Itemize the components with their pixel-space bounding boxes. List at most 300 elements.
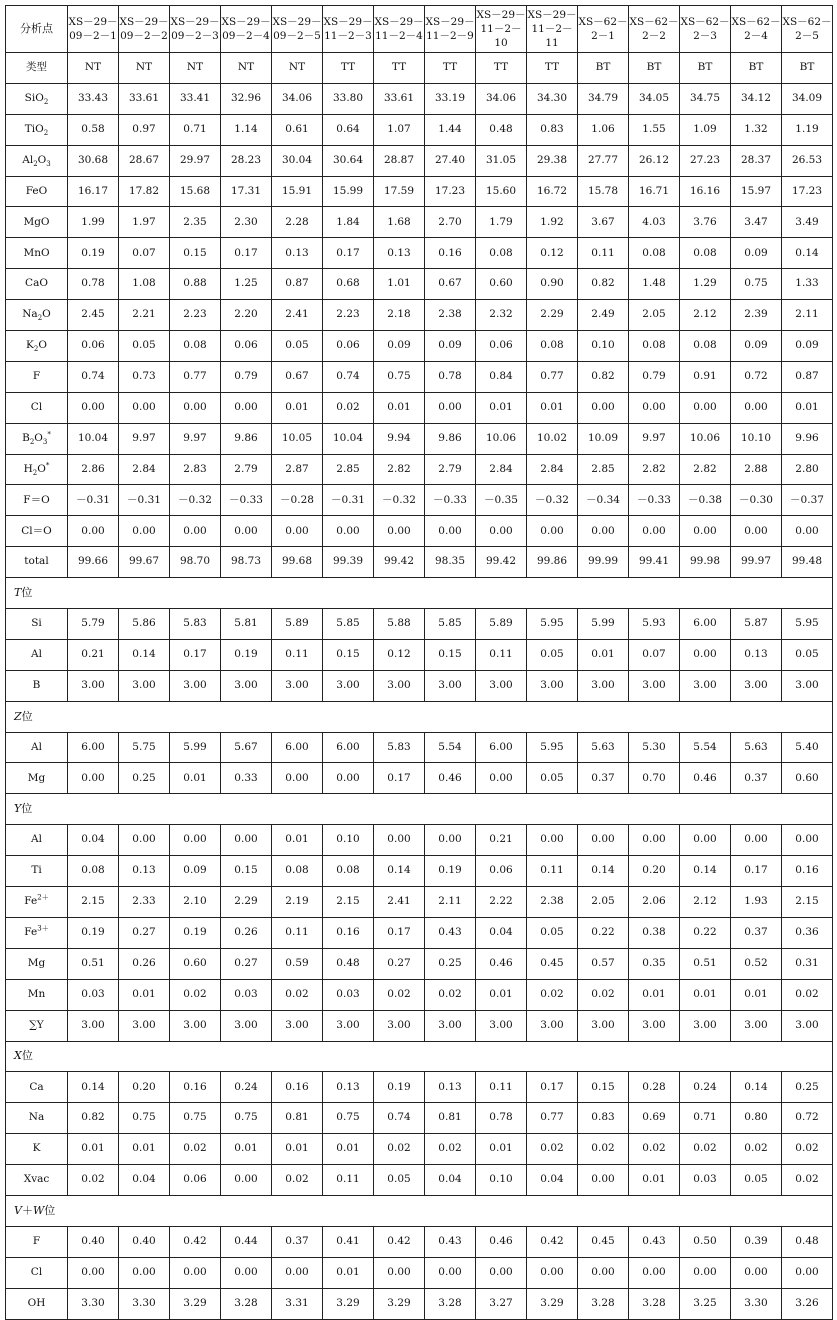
cell-value: 0.06 — [476, 856, 527, 887]
cell-value: 0.02 — [68, 1165, 119, 1196]
cell-value: 3.28 — [578, 1288, 629, 1319]
cell-value: 0.14 — [731, 1072, 782, 1103]
cell-value: 0.11 — [272, 917, 323, 948]
site-row — [6, 856, 833, 887]
section-site-symbol: T — [14, 586, 22, 600]
cell-value: 3.29 — [374, 1288, 425, 1319]
cell-value: 0.02 — [374, 1134, 425, 1165]
cell-value: 0.04 — [527, 1165, 578, 1196]
cell-value: 6.00 — [680, 609, 731, 640]
cell-value: 2.15 — [782, 887, 833, 918]
cell-value: 0.46 — [476, 948, 527, 979]
cell-value: 0.11 — [476, 1072, 527, 1103]
cell-value: 0.16 — [170, 1072, 221, 1103]
label-superscript: * — [47, 430, 51, 439]
cell-value: 0.37 — [578, 763, 629, 794]
cell-value: 0.13 — [323, 1072, 374, 1103]
cell-value: 17.59 — [374, 176, 425, 207]
cell-value: 0.57 — [578, 948, 629, 979]
section-header-row — [6, 1041, 833, 1072]
oxide-row — [6, 331, 833, 362]
label-tail: O — [42, 308, 51, 321]
cell-value: 0.82 — [68, 1103, 119, 1134]
cell-value: 0.00 — [629, 516, 680, 547]
cell-value: －0.30 — [731, 485, 782, 516]
cell-value: 0.00 — [221, 825, 272, 856]
cell-value: 0.87 — [272, 269, 323, 300]
cell-value: 29.38 — [527, 145, 578, 176]
cell-value: 9.86 — [425, 423, 476, 454]
cell-value: 3.28 — [221, 1288, 272, 1319]
row-label: Mn — [6, 979, 68, 1010]
cell-value: 2.11 — [782, 300, 833, 331]
cell-value: 2.11 — [425, 887, 476, 918]
cell-value: 0.75 — [731, 269, 782, 300]
cell-value: 0.00 — [170, 825, 221, 856]
cell-value: 0.69 — [629, 1103, 680, 1134]
cell-value: 2.30 — [221, 207, 272, 238]
cell-value: 0.16 — [782, 856, 833, 887]
cell-value: 0.83 — [527, 114, 578, 145]
cell-value: 0.37 — [731, 763, 782, 794]
cell-value: 2.38 — [425, 300, 476, 331]
cell-value: 27.23 — [680, 145, 731, 176]
cell-value: －0.33 — [425, 485, 476, 516]
cell-value: 0.24 — [680, 1072, 731, 1103]
cell-value: 5.99 — [578, 609, 629, 640]
cell-value: 0.74 — [68, 361, 119, 392]
cell-value: 3.28 — [629, 1288, 680, 1319]
cell-value: 0.01 — [476, 392, 527, 423]
row-label — [6, 454, 68, 485]
cell-value: BT — [578, 53, 629, 84]
label-base: TiO — [24, 122, 44, 135]
oxide-row — [6, 145, 833, 176]
cell-value: 0.00 — [527, 825, 578, 856]
cell-value: 0.67 — [425, 269, 476, 300]
cell-value: 34.30 — [527, 83, 578, 114]
row-label: Mg — [6, 763, 68, 794]
cell-value: 3.29 — [170, 1288, 221, 1319]
cell-value: 0.02 — [680, 1134, 731, 1165]
cell-value: 3.00 — [629, 1010, 680, 1041]
cell-value: 33.41 — [170, 83, 221, 114]
cell-value: 0.14 — [119, 639, 170, 670]
cell-value: 5.85 — [425, 609, 476, 640]
site-row — [6, 670, 833, 701]
cell-value: 10.06 — [680, 423, 731, 454]
cell-value: 0.00 — [731, 825, 782, 856]
cell-value: 0.01 — [374, 392, 425, 423]
cell-value: 0.11 — [476, 639, 527, 670]
cell-value: 0.15 — [221, 856, 272, 887]
cell-value: 0.61 — [272, 114, 323, 145]
cell-value: 0.20 — [119, 1072, 170, 1103]
cell-value: NT — [221, 53, 272, 84]
row-label: Cl — [6, 392, 68, 423]
site-row — [6, 1165, 833, 1196]
cell-value: 0.00 — [680, 516, 731, 547]
cell-value: 0.00 — [170, 1257, 221, 1288]
cell-value: 17.23 — [425, 176, 476, 207]
cell-value: 0.42 — [374, 1226, 425, 1257]
section-header-row — [6, 1195, 833, 1226]
cell-value: 0.41 — [323, 1226, 374, 1257]
cell-value: 1.07 — [374, 114, 425, 145]
oxide-row — [6, 207, 833, 238]
cell-value: 3.27 — [476, 1288, 527, 1319]
column-header: XS－29－11－2－9 — [425, 6, 476, 53]
cell-value: 0.42 — [527, 1226, 578, 1257]
cell-value: 3.00 — [731, 670, 782, 701]
cell-value: 5.79 — [68, 609, 119, 640]
cell-value: 0.08 — [527, 331, 578, 362]
cell-value: 3.00 — [68, 1010, 119, 1041]
cell-value: 3.00 — [170, 670, 221, 701]
cell-value: 0.17 — [323, 238, 374, 269]
column-header: XS－29－09－2－2 — [119, 6, 170, 53]
cell-value: 15.97 — [731, 176, 782, 207]
cell-value: 0.01 — [170, 763, 221, 794]
section-title — [6, 794, 833, 825]
cell-value: 99.66 — [68, 547, 119, 578]
cell-value: TT — [323, 53, 374, 84]
cell-value: 99.48 — [782, 547, 833, 578]
cell-value: 10.10 — [731, 423, 782, 454]
cell-value: 2.29 — [527, 300, 578, 331]
cell-value: 0.04 — [425, 1165, 476, 1196]
cell-value: 0.00 — [578, 392, 629, 423]
cell-value: 0.02 — [782, 979, 833, 1010]
cell-value: 0.02 — [578, 1134, 629, 1165]
oxide-row — [6, 392, 833, 423]
cell-value: 3.30 — [119, 1288, 170, 1319]
cell-value: 2.05 — [629, 300, 680, 331]
column-header: XS－29－09－2－3 — [170, 6, 221, 53]
cell-value: 0.15 — [170, 238, 221, 269]
cell-value: 0.00 — [782, 1257, 833, 1288]
cell-value: 16.16 — [680, 176, 731, 207]
row-label — [6, 83, 68, 114]
cell-value: 0.48 — [476, 114, 527, 145]
cell-value: 0.26 — [119, 948, 170, 979]
cell-value: 0.01 — [578, 639, 629, 670]
cell-value: 0.74 — [374, 1103, 425, 1134]
cell-value: 0.04 — [68, 825, 119, 856]
cell-value: 15.68 — [170, 176, 221, 207]
column-header: XS－29－09－2－5 — [272, 6, 323, 53]
cell-value: 3.26 — [782, 1288, 833, 1319]
cell-value: 10.02 — [527, 423, 578, 454]
cell-value: 5.54 — [425, 732, 476, 763]
label-base: SiO — [24, 92, 44, 105]
cell-value: 2.45 — [68, 300, 119, 331]
cell-value: 28.67 — [119, 145, 170, 176]
cell-value: 16.72 — [527, 176, 578, 207]
cell-value: 0.97 — [119, 114, 170, 145]
row-label: Na — [6, 1103, 68, 1134]
cell-value: －0.31 — [119, 485, 170, 516]
cell-value: BT — [680, 53, 731, 84]
cell-value: 0.03 — [680, 1165, 731, 1196]
cell-value: 0.10 — [323, 825, 374, 856]
cell-value: 26.12 — [629, 145, 680, 176]
cell-value: 2.79 — [221, 454, 272, 485]
label-superscript: 2＋ — [37, 893, 49, 902]
cell-value: BT — [782, 53, 833, 84]
cell-value: 0.02 — [527, 979, 578, 1010]
cell-value: 0.40 — [68, 1226, 119, 1257]
cell-value: 0.00 — [68, 763, 119, 794]
cell-value: 0.77 — [527, 361, 578, 392]
cell-value: 0.40 — [119, 1226, 170, 1257]
cell-value: 0.81 — [272, 1103, 323, 1134]
cell-value: 0.08 — [68, 856, 119, 887]
cell-value: 9.86 — [221, 423, 272, 454]
table-container — [5, 5, 833, 1320]
row-label: Si — [6, 609, 68, 640]
cell-value: 0.72 — [782, 1103, 833, 1134]
row-label — [6, 423, 68, 454]
cell-value: TT — [425, 53, 476, 84]
cell-value: 0.39 — [731, 1226, 782, 1257]
cell-value: 0.43 — [425, 1226, 476, 1257]
cell-value: 2.84 — [476, 454, 527, 485]
cell-value: 0.02 — [170, 1134, 221, 1165]
cell-value: 3.00 — [221, 1010, 272, 1041]
cell-value: 0.16 — [323, 917, 374, 948]
cell-value: 0.00 — [221, 392, 272, 423]
cell-value: 3.00 — [323, 1010, 374, 1041]
cell-value: 0.13 — [425, 1072, 476, 1103]
row-label: Al — [6, 732, 68, 763]
row-label — [6, 887, 68, 918]
column-header: XS－29－11－2－4 — [374, 6, 425, 53]
cell-value: 0.31 — [782, 948, 833, 979]
cell-value: 2.38 — [527, 887, 578, 918]
cell-value: 0.02 — [425, 979, 476, 1010]
cell-value: 0.00 — [629, 1257, 680, 1288]
cell-value: 0.02 — [272, 1165, 323, 1196]
cell-value: 0.00 — [476, 1257, 527, 1288]
cell-value: 3.00 — [680, 670, 731, 701]
cell-value: 1.33 — [782, 269, 833, 300]
label-tail: O — [34, 431, 43, 444]
cell-value: 0.77 — [170, 361, 221, 392]
cell-value: 0.00 — [680, 1257, 731, 1288]
cell-value: 0.01 — [782, 392, 833, 423]
row-label: Al — [6, 639, 68, 670]
cell-value: 0.00 — [221, 1257, 272, 1288]
cell-value: 0.82 — [578, 269, 629, 300]
cell-value: 0.90 — [527, 269, 578, 300]
cell-value: 1.08 — [119, 269, 170, 300]
cell-value: 0.09 — [425, 331, 476, 362]
row-label: Cl＝O — [6, 516, 68, 547]
cell-value: 0.13 — [119, 856, 170, 887]
cell-value: 0.00 — [425, 1257, 476, 1288]
oxide-row — [6, 176, 833, 207]
section-title — [6, 1195, 833, 1226]
cell-value: 98.35 — [425, 547, 476, 578]
cell-value: 0.19 — [374, 1072, 425, 1103]
column-header: XS－62－2－2 — [629, 6, 680, 53]
label-subscript: 2 — [37, 314, 43, 323]
cell-value: BT — [731, 53, 782, 84]
cell-value: 0.79 — [629, 361, 680, 392]
row-label: OH — [6, 1288, 68, 1319]
cell-value: 0.01 — [323, 1134, 374, 1165]
cell-value: 0.36 — [782, 917, 833, 948]
cell-value: 0.01 — [119, 1134, 170, 1165]
cell-value: 2.83 — [170, 454, 221, 485]
cell-value: 2.28 — [272, 207, 323, 238]
cell-value: 99.86 — [527, 547, 578, 578]
column-header: XS－29－11－2－10 — [476, 6, 527, 53]
cell-value: 27.40 — [425, 145, 476, 176]
cell-value: 1.48 — [629, 269, 680, 300]
cell-value: 3.00 — [680, 1010, 731, 1041]
cell-value: 0.78 — [476, 1103, 527, 1134]
cell-value: 16.17 — [68, 176, 119, 207]
cell-value: 0.45 — [578, 1226, 629, 1257]
cell-value: 0.02 — [425, 1134, 476, 1165]
cell-value: 5.54 — [680, 732, 731, 763]
cell-value: 3.30 — [731, 1288, 782, 1319]
cell-value: 0.80 — [731, 1103, 782, 1134]
label-tail: O — [37, 462, 46, 475]
cell-value: 1.44 — [425, 114, 476, 145]
cell-value: 0.00 — [629, 825, 680, 856]
cell-value: 10.06 — [476, 423, 527, 454]
cell-value: －0.34 — [578, 485, 629, 516]
cell-value: 2.87 — [272, 454, 323, 485]
cell-value: 0.09 — [170, 856, 221, 887]
cell-value: 0.71 — [170, 114, 221, 145]
cell-value: 3.00 — [425, 1010, 476, 1041]
cell-value: 34.05 — [629, 83, 680, 114]
cell-value: 26.53 — [782, 145, 833, 176]
cell-value: 0.88 — [170, 269, 221, 300]
cell-value: 0.09 — [731, 331, 782, 362]
cell-value: 0.19 — [68, 238, 119, 269]
cell-value: 2.22 — [476, 887, 527, 918]
cell-value: 0.77 — [527, 1103, 578, 1134]
cell-value: 28.23 — [221, 145, 272, 176]
cell-value: 0.08 — [629, 238, 680, 269]
cell-value: 10.04 — [323, 423, 374, 454]
cell-value: 5.86 — [119, 609, 170, 640]
cell-value: 0.05 — [272, 331, 323, 362]
label-base: K — [26, 339, 34, 352]
cell-value: 3.00 — [119, 670, 170, 701]
cell-value: 0.17 — [170, 639, 221, 670]
cell-value: 5.40 — [782, 732, 833, 763]
cell-value: 3.76 — [680, 207, 731, 238]
cell-value: 31.05 — [476, 145, 527, 176]
cell-value: 0.42 — [170, 1226, 221, 1257]
cell-value: 3.00 — [170, 1010, 221, 1041]
site-row — [6, 1288, 833, 1319]
cell-value: 0.08 — [680, 238, 731, 269]
cell-value: 0.11 — [578, 238, 629, 269]
cell-value: 0.25 — [782, 1072, 833, 1103]
cell-value: 0.00 — [629, 392, 680, 423]
cell-value: 0.04 — [119, 1165, 170, 1196]
cell-value: 17.23 — [782, 176, 833, 207]
cell-value: 34.75 — [680, 83, 731, 114]
cell-value: 0.46 — [680, 763, 731, 794]
cell-value: 2.49 — [578, 300, 629, 331]
cell-value: 1.84 — [323, 207, 374, 238]
cell-value: NT — [119, 53, 170, 84]
row-label: CaO — [6, 269, 68, 300]
cell-value: 0.00 — [323, 763, 374, 794]
cell-value: TT — [527, 53, 578, 84]
cell-value: 0.10 — [476, 1165, 527, 1196]
cell-value: 0.01 — [272, 1134, 323, 1165]
cell-value: 99.99 — [578, 547, 629, 578]
cell-value: 0.01 — [221, 1134, 272, 1165]
cell-value: 0.11 — [527, 856, 578, 887]
cell-value: 0.26 — [221, 917, 272, 948]
cell-value: 0.02 — [782, 1134, 833, 1165]
site-row — [6, 639, 833, 670]
cell-value: 0.15 — [323, 639, 374, 670]
cell-value: 0.13 — [374, 238, 425, 269]
site-row — [6, 763, 833, 794]
cell-value: 0.01 — [119, 979, 170, 1010]
cell-value: 0.01 — [731, 979, 782, 1010]
cell-value: 0.87 — [782, 361, 833, 392]
cell-value: 0.79 — [221, 361, 272, 392]
cell-value: 3.00 — [527, 1010, 578, 1041]
cell-value: 28.37 — [731, 145, 782, 176]
cell-value: 0.16 — [425, 238, 476, 269]
row-label: 类型 — [6, 53, 68, 84]
cell-value: －0.38 — [680, 485, 731, 516]
cell-value: 0.22 — [680, 917, 731, 948]
section-site-symbol: X — [14, 1049, 22, 1063]
cell-value: 5.99 — [170, 732, 221, 763]
label-superscript: 3＋ — [37, 924, 49, 933]
cell-value: 0.01 — [476, 1134, 527, 1165]
cell-value: 0.05 — [527, 917, 578, 948]
cell-value: 2.41 — [272, 300, 323, 331]
section-plus: ＋ — [21, 1203, 33, 1217]
cell-value: 5.93 — [629, 609, 680, 640]
cell-value: 3.00 — [782, 670, 833, 701]
cell-value: 15.91 — [272, 176, 323, 207]
cell-value: 2.88 — [731, 454, 782, 485]
label-base: B — [22, 431, 30, 444]
cell-value: 3.00 — [731, 1010, 782, 1041]
row-label — [6, 114, 68, 145]
cell-value: 0.03 — [221, 979, 272, 1010]
column-header: XS－62－2－4 — [731, 6, 782, 53]
cell-value: 1.25 — [221, 269, 272, 300]
cell-value: 15.60 — [476, 176, 527, 207]
cell-value: 2.80 — [782, 454, 833, 485]
cell-value: 27.77 — [578, 145, 629, 176]
row-label: Xvac — [6, 1165, 68, 1196]
cell-value: 29.97 — [170, 145, 221, 176]
row-label: MnO — [6, 238, 68, 269]
cell-value: 3.30 — [68, 1288, 119, 1319]
cell-value: 3.00 — [425, 670, 476, 701]
cell-value: 0.01 — [629, 1165, 680, 1196]
label-subscript: 2 — [43, 98, 49, 107]
